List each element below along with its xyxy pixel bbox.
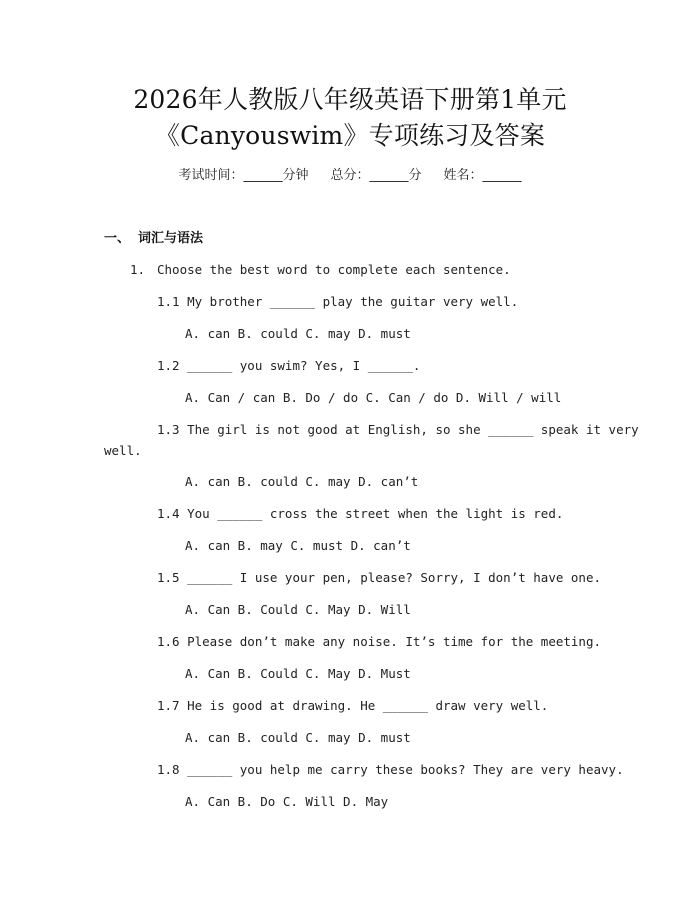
item-stem: 1.1 My brother ______ play the guitar very well. <box>157 294 519 309</box>
item-options: A. Can / can B. Do / do C. Can / do D. Will / will <box>185 390 562 405</box>
item-stem-continuation: well. <box>104 443 142 458</box>
section-title: 词汇与语法 <box>138 231 204 246</box>
section-heading <box>104 229 203 249</box>
item-options: A. can B. could C. may D. must <box>185 730 411 745</box>
question-number: 1. <box>130 262 146 277</box>
item-options: A. can B. could C. may D. can’t <box>185 474 419 489</box>
student-name-field: 姓名：______ <box>443 168 522 183</box>
page-title-line-2: 《Canyouswim》专项练习及答案 <box>154 121 546 150</box>
exam-info <box>0 166 700 186</box>
item-options: A. Can B. Could C. May D. Will <box>185 602 411 617</box>
item-stem: 1.8 ______ you help me carry these books? They are very heavy. <box>157 762 624 777</box>
item-stem: 1.2 ______ you swim? Yes, I ______. <box>157 358 421 373</box>
item-options: A. Can B. Could C. May D. Must <box>185 666 411 681</box>
item-stem: 1.5 ______ I use your pen, please? Sorry, I don’t have one. <box>157 570 602 585</box>
item-stem: 1.3 The girl is not good at English, so she ______ speak it very <box>157 422 639 437</box>
total-score-field: 总分：______分 <box>330 168 422 183</box>
section-number: 一、 <box>104 231 131 246</box>
item-options: A. Can B. Do C. Will D. May <box>185 794 389 809</box>
question-instruction-text: Choose the best word to complete each sentence. <box>157 262 511 277</box>
item-stem: 1.6 Please don’t make any noise. It’s time for the meeting. <box>157 634 602 649</box>
item-stem: 1.7 He is good at drawing. He ______ draw very well. <box>157 698 549 713</box>
item-options: A. can B. could C. may D. must <box>185 326 411 341</box>
question-instruction <box>130 260 511 280</box>
exam-time-field: 考试时间：______分钟 <box>178 168 309 183</box>
page-title-line-1: 2026年人教版八年级英语下册第1单元 <box>133 85 567 114</box>
item-stem: 1.4 You ______ cross the street when the light is red. <box>157 506 564 521</box>
item-options: A. can B. may C. must D. can’t <box>185 538 411 553</box>
